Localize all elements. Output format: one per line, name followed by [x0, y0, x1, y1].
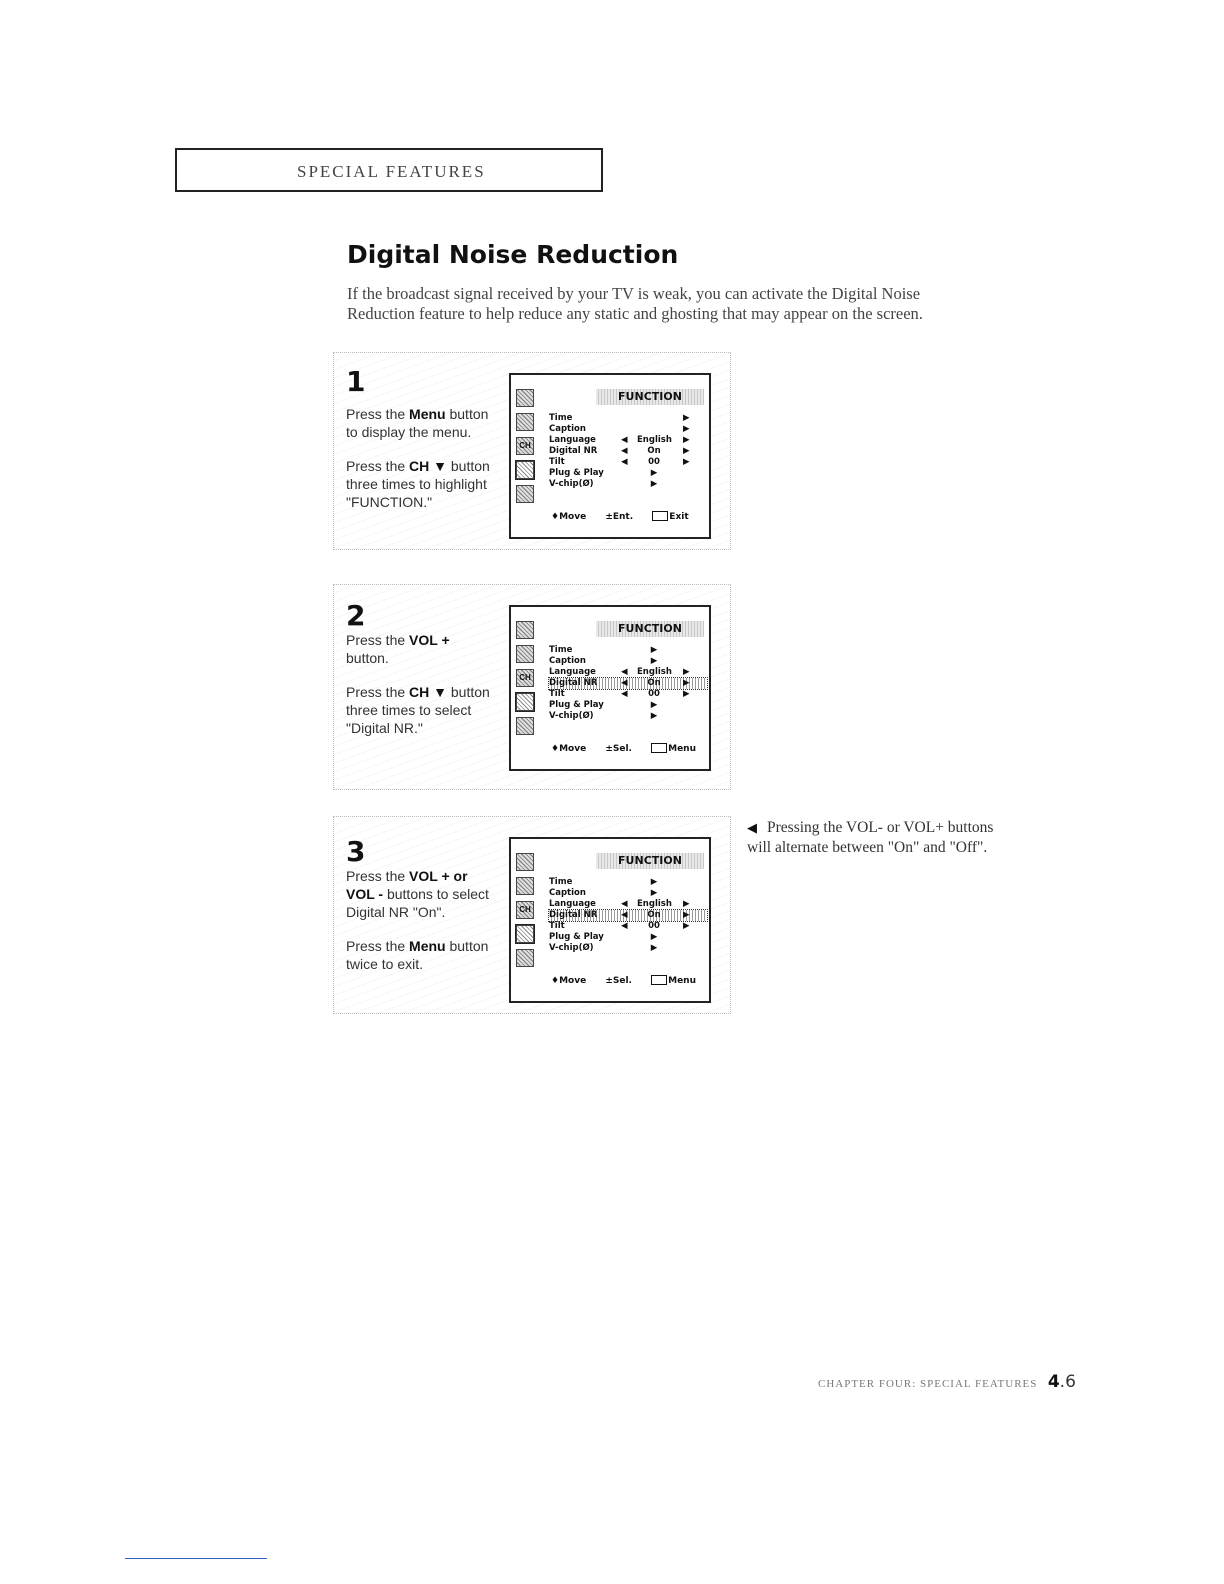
picture-icon	[516, 621, 534, 639]
menu-row: Language ◀ English ▶	[549, 667, 690, 677]
menu-row: Digital NR ◀ On ▶	[549, 446, 690, 456]
picture-icon	[516, 389, 534, 407]
step-instructions	[346, 631, 496, 753]
setup-icon	[516, 949, 534, 967]
move-hint: ♦Move	[551, 975, 587, 986]
menu-row: V-chip(Ø) ▶	[549, 479, 658, 489]
channel-icon: CH	[516, 901, 534, 919]
screen-title: FUNCTION	[596, 853, 704, 869]
sound-icon	[516, 877, 534, 895]
menu-row: V-chip(Ø) ▶	[549, 711, 658, 721]
move-hint: ♦Move	[551, 511, 587, 522]
function-icon	[516, 925, 534, 943]
menu-row: Caption ▶	[549, 888, 658, 898]
instruction: Press the Menu button to display the menu.	[346, 406, 489, 440]
action-hint: ±Ent.	[605, 511, 634, 522]
menu-row: Plug & Play ▶	[549, 700, 658, 710]
menu-hint: Menu	[668, 975, 696, 986]
instruction: Press the CH ▼ button three times to select "Digital NR."	[346, 684, 490, 736]
menu-row: Time ▶	[549, 877, 658, 887]
footer-chapter-title: CHAPTER FOUR: SPECIAL FEATURES	[818, 1378, 1038, 1390]
menu-rows	[549, 645, 707, 722]
move-hint: ♦Move	[551, 743, 587, 754]
step-panel-2	[333, 584, 731, 790]
instruction: Press the Menu button twice to exit.	[346, 938, 489, 972]
tv-menu-screen	[509, 837, 711, 1003]
channel-icon: CH	[516, 669, 534, 687]
menu-button-icon	[651, 975, 667, 985]
menu-row: Caption ▶	[549, 656, 658, 666]
page-footer	[818, 1372, 1076, 1392]
menu-row: Plug & Play ▶	[549, 932, 658, 942]
step-number: 1	[346, 365, 366, 398]
channel-icon: CH	[516, 437, 534, 455]
instruction: Press the VOL + or VOL - buttons to select Digital NR "On".	[346, 868, 489, 920]
menu-row: Tilt ◀ 00 ▶	[549, 457, 690, 467]
instruction: Press the VOL + button.	[346, 632, 450, 666]
sound-icon	[516, 413, 534, 431]
menu-button-icon	[652, 511, 668, 521]
menu-hint: Menu	[668, 743, 696, 754]
step-instructions	[346, 405, 496, 527]
menu-row: Tilt ◀ 00 ▶	[549, 921, 690, 931]
screen-footer	[551, 511, 705, 522]
side-note-text: Pressing the VOL- or VOL+ buttons will alternate between "On" and "Off".	[747, 819, 994, 856]
page-title: Digital Noise Reduction	[347, 240, 679, 269]
screen-footer	[551, 975, 712, 986]
function-icon	[516, 693, 534, 711]
menu-row: Caption ▶	[549, 424, 690, 434]
intro-paragraph: If the broadcast signal received by your TV is weak, you can activate the Digital Noise Reduction feature to help reduce any static and ghosting that may appear on the screen.	[347, 284, 923, 323]
menu-icon-column	[516, 621, 536, 741]
menu-hint: Exit	[669, 511, 689, 522]
instruction: Press the CH ▼ button three times to highlight "FUNCTION."	[346, 458, 490, 510]
menu-row: Language ◀ English ▶	[549, 899, 690, 909]
sound-icon	[516, 645, 534, 663]
screen-footer	[551, 743, 712, 754]
step-number: 2	[346, 599, 366, 632]
page-number: 4.6	[1047, 1372, 1076, 1392]
setup-icon	[516, 717, 534, 735]
menu-row: Tilt ◀ 00 ▶	[549, 689, 690, 699]
menu-icon-column	[516, 389, 536, 509]
function-icon	[516, 461, 534, 479]
menu-rows	[549, 413, 707, 490]
menu-row: Time ▶	[549, 645, 658, 655]
menu-rows	[549, 877, 707, 954]
menu-row: Plug & Play ▶	[549, 468, 658, 478]
step-instructions	[346, 867, 496, 989]
menu-button-icon	[651, 743, 667, 753]
left-arrow-icon: ◀	[747, 820, 757, 835]
menu-row: V-chip(Ø) ▶	[549, 943, 658, 953]
screen-title: FUNCTION	[596, 621, 704, 637]
screen-title: FUNCTION	[596, 389, 704, 405]
section-title: SPECIAL FEATURES	[297, 162, 486, 181]
tv-menu-screen	[509, 373, 711, 539]
menu-icon-column	[516, 853, 536, 973]
bottom-rule	[125, 1558, 267, 1559]
section-header	[175, 148, 603, 192]
menu-row: Time ▶	[549, 413, 690, 423]
menu-row-highlighted: Digital NR ◀ On ▶	[549, 678, 707, 689]
setup-icon	[516, 485, 534, 503]
step-panel-3	[333, 816, 731, 1014]
menu-row: Language ◀ English ▶	[549, 435, 690, 445]
step-number: 3	[346, 835, 366, 868]
action-hint: ±Sel.	[605, 743, 632, 754]
menu-row-highlighted: Digital NR ◀ On ▶	[549, 910, 707, 921]
step-panel-1	[333, 352, 731, 550]
picture-icon	[516, 853, 534, 871]
tv-menu-screen	[509, 605, 711, 771]
action-hint: ±Sel.	[605, 975, 632, 986]
side-note	[747, 818, 1009, 858]
